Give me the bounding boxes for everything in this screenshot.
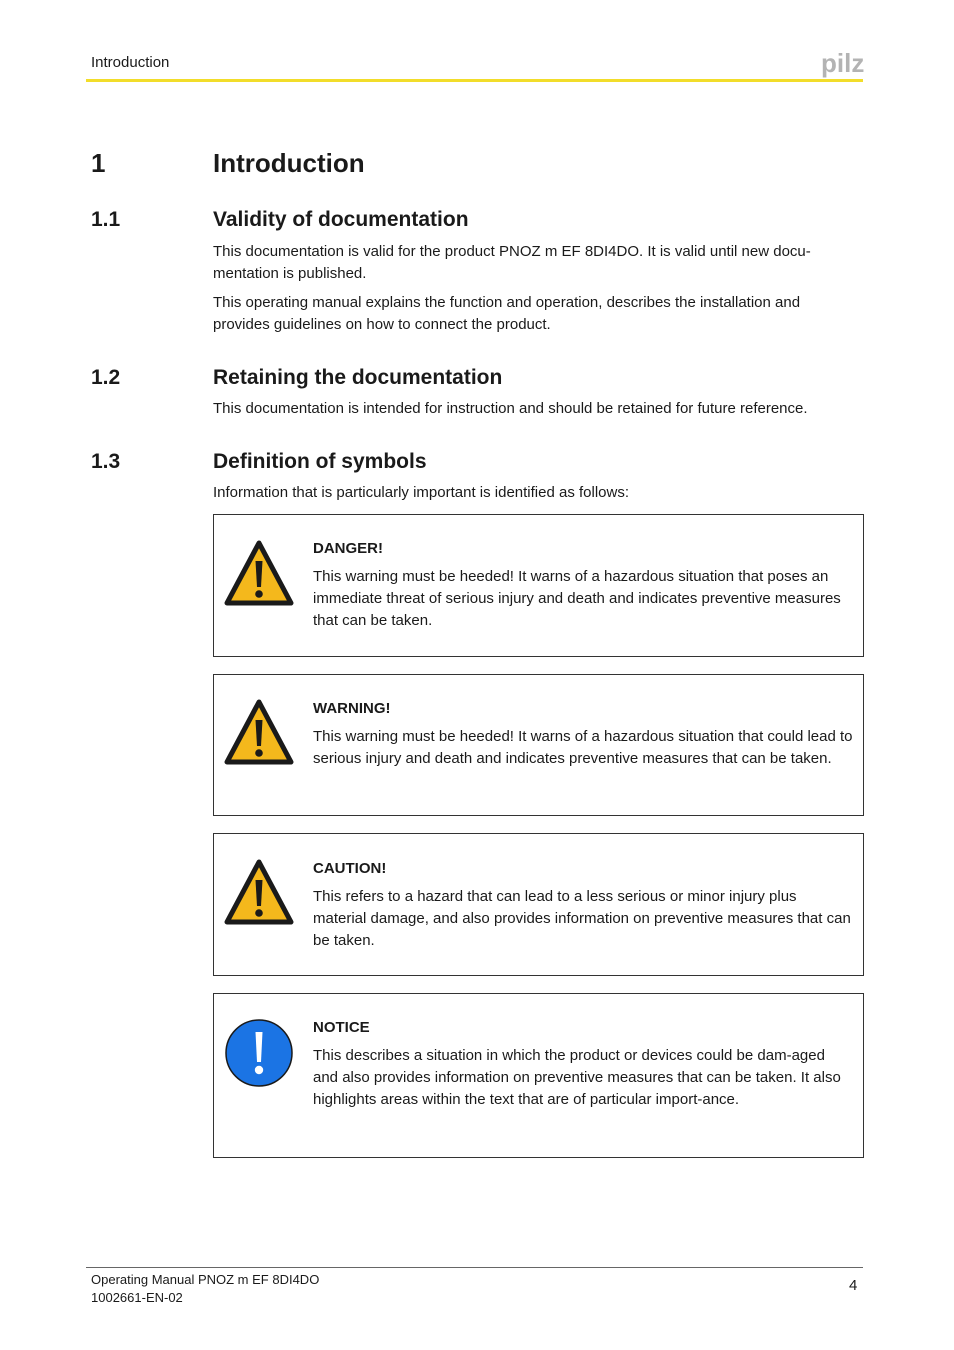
section-title: Validity of documentation (213, 208, 469, 231)
warning-triangle-icon (224, 858, 294, 928)
danger-box (213, 514, 864, 657)
section-paragraph: This documentation is valid for the product PNOZ m EF 8DI4DO. It is valid until new docu-mentation is published. (213, 243, 811, 282)
symbol-text: This warning must be heeded! It warns of a hazardous situation that poses an immediate threat of serious injury and death and indicates preventive measures that can be taken. (313, 568, 841, 629)
warning-box (213, 674, 864, 816)
footer-document-code: 1002661-EN-02 (91, 1290, 183, 1305)
section-paragraph: Information that is particularly important is identified as follows: (213, 484, 630, 501)
symbol-text: This refers to a hazard that can lead to a less serious or minor injury plus material damage, and also provides information on preventive measures that can be taken. (313, 888, 851, 949)
section-paragraph: This operating manual explains the function and operation, describes the installation and provides guidelines on how to connect the product. (213, 294, 801, 333)
caution-box (213, 833, 864, 976)
section-number: 1.2 (91, 366, 121, 389)
notice-box (213, 993, 864, 1158)
symbol-text: This warning must be heeded! It warns of a hazardous situation that could lead to serious injury and death and indicates preventive measures that can be taken. (313, 728, 853, 767)
header-divider (86, 79, 863, 82)
symbol-title: DANGER! (313, 540, 383, 557)
section-number: 1.1 (91, 208, 121, 231)
section-title: Definition of symbols (213, 450, 427, 473)
symbol-title: CAUTION! (313, 860, 387, 877)
running-header: Introduction (91, 54, 170, 71)
info-circle-icon (224, 1018, 294, 1088)
section-paragraph: This documentation is intended for instruction and should be retained for future reference. (213, 400, 808, 417)
chapter-number: 1 (91, 148, 106, 178)
pilz-logo (821, 50, 865, 78)
footer-divider (86, 1267, 863, 1268)
symbol-text: This describes a situation in which the product or devices could be dam-aged and also provides information on preventive measures that can be taken. It also highlights areas within the text that are of particular import-ance. (313, 1047, 841, 1108)
svg-text:pilz: pilz (821, 50, 865, 78)
page-number: 4 (849, 1277, 858, 1294)
warning-triangle-icon (224, 698, 294, 768)
chapter-title: Introduction (213, 148, 365, 178)
symbol-title: WARNING! (313, 700, 391, 717)
section-number: 1.3 (91, 450, 121, 473)
symbol-title: NOTICE (313, 1019, 370, 1036)
footer-manual-title: Operating Manual PNOZ m EF 8DI4DO (91, 1272, 320, 1287)
section-title: Retaining the documentation (213, 366, 503, 389)
warning-triangle-icon (224, 539, 294, 609)
